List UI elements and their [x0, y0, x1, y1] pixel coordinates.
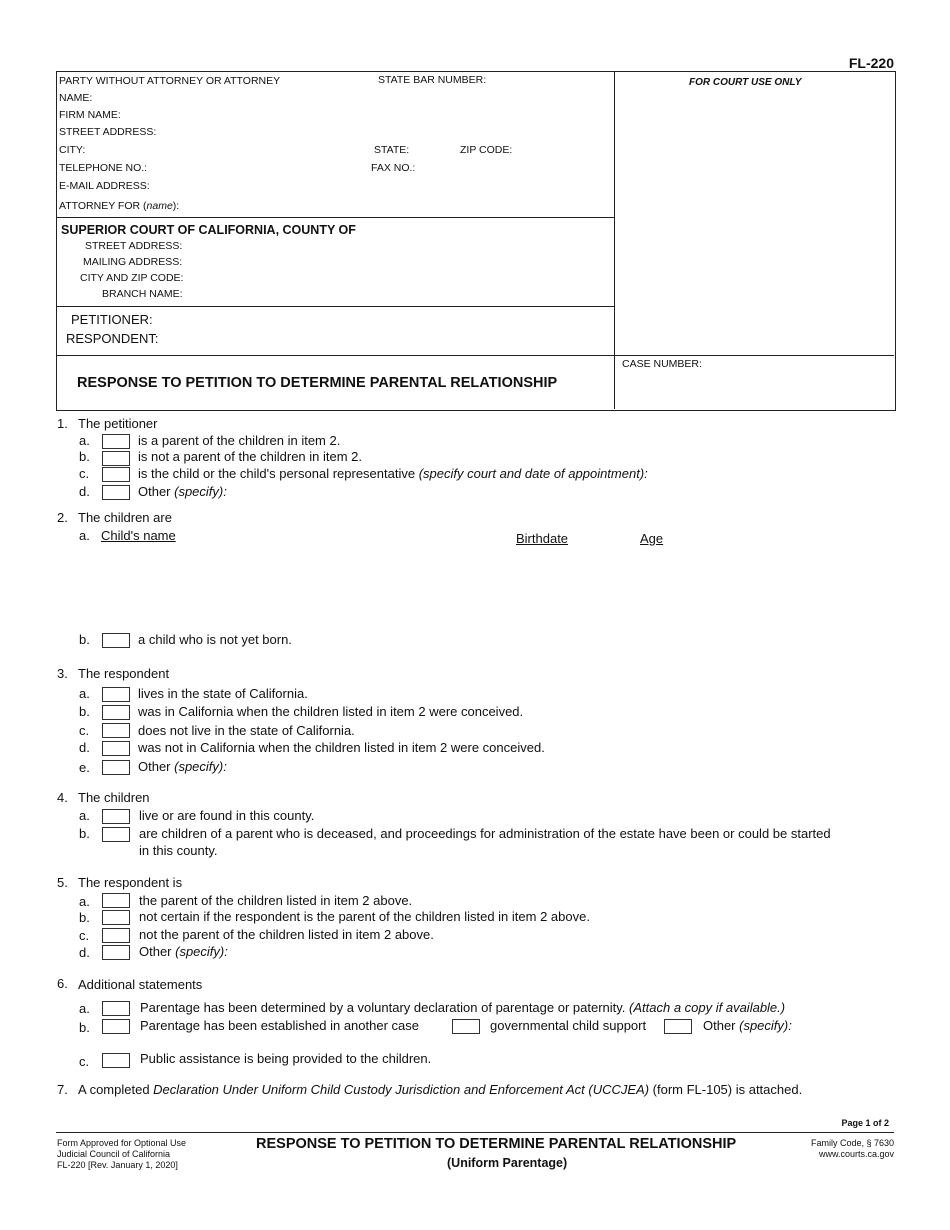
footer-left-line3: FL-220 [Rev. January 1, 2020] — [57, 1160, 178, 1170]
item2a-letter: a. — [79, 528, 90, 543]
attorney-for-name-hint: name — [146, 200, 173, 212]
item3b-checkbox[interactable] — [102, 705, 130, 720]
col-age: Age — [640, 531, 664, 546]
footer-right-line2[interactable]: www.courts.ca.gov — [818, 1149, 894, 1159]
item3b-letter: b. — [79, 704, 90, 719]
divider — [56, 217, 614, 218]
page-number: Page 1 of 2 — [841, 1118, 889, 1128]
item1c-text — [138, 466, 648, 481]
state-field[interactable] — [410, 142, 454, 158]
item1-title: The petitioner — [78, 416, 158, 431]
item2b-text: a child who is not yet born. — [138, 632, 292, 647]
name-field[interactable] — [95, 90, 609, 106]
item6b-checkbox[interactable] — [102, 1019, 130, 1034]
street-label: STREET ADDRESS: — [59, 126, 157, 138]
item5d-letter: d. — [79, 945, 90, 960]
footer-title: RESPONSE TO PETITION TO DETERMINE PARENTAL RELATIONSHIP — [256, 1136, 737, 1152]
item3a-letter: a. — [79, 686, 90, 701]
item6b-child-support-label: governmental child support — [490, 1018, 647, 1033]
child-birthdate-field-3[interactable] — [516, 598, 630, 616]
col-birthdate: Birthdate — [516, 531, 569, 546]
court-title: SUPERIOR COURT OF CALIFORNIA, COUNTY OF — [61, 223, 356, 237]
item6b-letter: b. — [79, 1020, 90, 1035]
attorney-for-end: ): — [172, 200, 180, 212]
item6c-letter: c. — [79, 1054, 90, 1069]
item7-text — [78, 1082, 802, 1097]
item3a-text: lives in the state of California. — [138, 686, 308, 701]
firm-field[interactable] — [120, 107, 609, 123]
item3e-letter: e. — [79, 760, 90, 775]
item3-title: The respondent — [78, 666, 170, 681]
respondent-field[interactable] — [160, 331, 609, 349]
attorney-for-field[interactable] — [172, 198, 609, 214]
footer-right — [811, 1138, 894, 1160]
item4b-checkbox[interactable] — [102, 827, 130, 842]
item6a-main: Parentage has been determined by a voluntary declaration of parentage or paternity. — [140, 1000, 630, 1015]
item5d-italic: (specify): — [175, 944, 228, 959]
item3c-letter: c. — [79, 723, 90, 738]
item5c-checkbox[interactable] — [102, 928, 130, 943]
item5-number: 5. — [57, 875, 68, 890]
item4-title: The children — [78, 790, 150, 805]
item1c-main: is the child or the child's personal representative — [138, 466, 419, 481]
case-number-field[interactable] — [622, 380, 891, 400]
item1d-main: Other — [138, 484, 175, 499]
child-age-field-3[interactable] — [640, 598, 704, 616]
item5c-text: not the parent of the children listed in item 2 above. — [139, 927, 434, 942]
email-field[interactable] — [145, 178, 609, 194]
item7-italic: Declaration Under Uniform Child Custody Jurisdiction and Enforcement Act (UCCJEA) — [153, 1082, 650, 1097]
item6b-text: Parentage has been established in another case — [140, 1018, 419, 1033]
firm-label: FIRM NAME: — [59, 109, 121, 121]
item3e-text — [138, 759, 227, 774]
item3a-checkbox[interactable] — [102, 687, 130, 702]
child-birthdate-field-2[interactable] — [516, 575, 630, 593]
respondent-label: RESPONDENT: — [66, 331, 159, 346]
item1d-text — [138, 484, 227, 499]
col-childs-name: Child's name — [101, 528, 176, 543]
footer-rule — [56, 1132, 894, 1133]
child-age-field-2[interactable] — [640, 575, 704, 593]
city-field[interactable] — [90, 142, 364, 158]
zip-label: ZIP CODE: — [460, 144, 513, 156]
item3c-text: does not live in the state of California. — [138, 723, 355, 738]
phone-field[interactable] — [140, 160, 364, 176]
county-field[interactable] — [360, 222, 609, 238]
item1d-italic: (specify): — [174, 484, 227, 499]
fax-label: FAX NO.: — [371, 162, 416, 174]
item1c-letter: c. — [79, 466, 90, 481]
item1b-letter: b. — [79, 449, 90, 464]
item1c-checkbox[interactable] — [102, 467, 130, 482]
court-branch-label: BRANCH NAME: — [102, 288, 183, 300]
state-bar-label: STATE BAR NUMBER: — [378, 74, 487, 86]
footer-left-line1: Form Approved for Optional Use — [57, 1138, 187, 1148]
court-branch-field[interactable] — [180, 286, 609, 302]
item4a-text: live or are found in this county. — [139, 808, 315, 823]
item5c-letter: c. — [79, 928, 90, 943]
attorney-for-label — [59, 200, 179, 212]
item1b-checkbox[interactable] — [102, 451, 130, 466]
item6b-other-label — [703, 1018, 792, 1033]
item5b-checkbox[interactable] — [102, 910, 130, 925]
item5a-letter: a. — [79, 894, 90, 909]
item3e-checkbox[interactable] — [102, 760, 130, 775]
item6a-letter: a. — [79, 1001, 90, 1016]
item1c-italic: (specify court and date of appointment): — [418, 466, 648, 481]
caption-divider — [614, 71, 615, 409]
item1b-text: is not a parent of the children in item 2. — [138, 449, 363, 464]
name-label: NAME: — [59, 92, 93, 104]
item5b-letter: b. — [79, 910, 90, 925]
item6a-checkbox[interactable] — [102, 1001, 130, 1016]
petitioner-label: PETITIONER: — [71, 312, 153, 327]
party-label: PARTY WITHOUT ATTORNEY OR ATTORNEY — [59, 75, 281, 87]
court-city-zip-label: CITY AND ZIP CODE: — [80, 272, 184, 284]
item3d-checkbox[interactable] — [102, 741, 130, 756]
item6b-other-italic: (specify): — [739, 1018, 792, 1033]
item2-title: The children are — [78, 510, 172, 525]
case-number-label: CASE NUMBER: — [622, 358, 702, 370]
item4b-text-line1: are children of a parent who is deceased, and proceedings for administration of the estate have been or could be started — [139, 826, 831, 841]
item2b-checkbox[interactable] — [102, 633, 130, 648]
item4-number: 4. — [57, 790, 68, 805]
item5d-text — [139, 944, 228, 959]
city-label: CITY: — [59, 144, 86, 156]
item3c-checkbox[interactable] — [102, 723, 130, 738]
footer-left-line2: Judicial Council of California — [57, 1149, 171, 1159]
state-bar-field[interactable] — [480, 73, 614, 89]
item5a-text: the parent of the children listed in item 2 above. — [139, 893, 413, 908]
item6b-child-support-checkbox[interactable] — [452, 1019, 480, 1034]
item6-title: Additional statements — [78, 977, 203, 992]
zip-field[interactable] — [510, 142, 609, 158]
item1-number: 1. — [57, 416, 68, 431]
item4a-checkbox[interactable] — [102, 809, 130, 824]
child-birthdate-field-1[interactable] — [516, 552, 630, 570]
item6b-other-field[interactable] — [805, 1018, 894, 1036]
item3d-text: was not in California when the children listed in item 2 were conceived. — [138, 740, 545, 755]
item4a-letter: a. — [79, 808, 90, 823]
state-label: STATE: — [374, 144, 410, 156]
item6c-checkbox[interactable] — [102, 1053, 130, 1068]
attorney-for-text: ATTORNEY FOR ( — [59, 200, 147, 212]
child-name-field-1[interactable] — [101, 552, 505, 570]
item5b-text: not certain if the respondent is the parent of the children listed in item 2 above. — [139, 909, 590, 924]
fax-field[interactable] — [415, 160, 609, 176]
item2b-letter: b. — [79, 632, 90, 647]
item5d-checkbox[interactable] — [102, 945, 130, 960]
form-id: FL-220 — [848, 55, 894, 71]
item1a-checkbox[interactable] — [102, 434, 130, 449]
footer-subtitle: (Uniform Parentage) — [447, 1156, 568, 1170]
item5d-field[interactable] — [240, 944, 884, 962]
item5a-checkbox[interactable] — [102, 893, 130, 908]
item3e-field[interactable] — [240, 759, 884, 777]
item4b-text-line2: in this county. — [139, 843, 218, 858]
item7-post: (form FL-105) is attached. — [649, 1082, 803, 1097]
item1a-letter: a. — [79, 433, 90, 448]
item6c-text: Public assistance is being provided to the children. — [140, 1051, 432, 1066]
item6a-italic: (Attach a copy if available.) — [629, 1000, 786, 1015]
item3-number: 3. — [57, 666, 68, 681]
divider — [56, 306, 614, 307]
form-title: RESPONSE TO PETITION TO DETERMINE PARENTAL RELATIONSHIP — [77, 375, 558, 391]
item2-number: 2. — [57, 510, 68, 525]
item3b-text: was in California when the children listed in item 2 were conceived. — [138, 704, 524, 719]
footer-left — [57, 1138, 186, 1171]
child-age-field-1[interactable] — [640, 552, 704, 570]
item4b-letter: b. — [79, 826, 90, 841]
court-mailing-label: MAILING ADDRESS: — [83, 256, 183, 268]
footer-right-line1: Family Code, § 7630 — [810, 1138, 894, 1148]
item6b-other-checkbox[interactable] — [664, 1019, 692, 1034]
divider — [56, 355, 894, 356]
court-use-label: FOR COURT USE ONLY — [689, 77, 802, 88]
item1d-checkbox[interactable] — [102, 485, 130, 500]
item3e-italic: (specify): — [174, 759, 227, 774]
item6b-other-main: Other — [703, 1018, 740, 1033]
child-name-field-3[interactable] — [101, 598, 505, 616]
phone-label: TELEPHONE NO.: — [59, 162, 148, 174]
item1d-field[interactable] — [240, 484, 884, 502]
item6a-text — [140, 1000, 785, 1015]
petitioner-field[interactable] — [160, 312, 609, 330]
item6-number: 6. — [57, 976, 68, 991]
court-mailing-field[interactable] — [180, 254, 609, 270]
email-label: E-MAIL ADDRESS: — [59, 180, 150, 192]
item5d-main: Other — [139, 944, 176, 959]
item7-number: 7. — [57, 1082, 68, 1097]
item1d-letter: d. — [79, 484, 90, 499]
court-street-label: STREET ADDRESS: — [85, 240, 183, 252]
court-street-field[interactable] — [180, 238, 609, 254]
street-field[interactable] — [150, 124, 609, 140]
court-city-zip-field[interactable] — [180, 270, 609, 286]
item5-title: The respondent is — [78, 875, 183, 890]
item3d-letter: d. — [79, 740, 90, 755]
item3e-main: Other — [138, 759, 175, 774]
child-name-field-2[interactable] — [101, 575, 505, 593]
item1a-text: is a parent of the children in item 2. — [138, 433, 341, 448]
item7-pre: A completed — [78, 1082, 154, 1097]
